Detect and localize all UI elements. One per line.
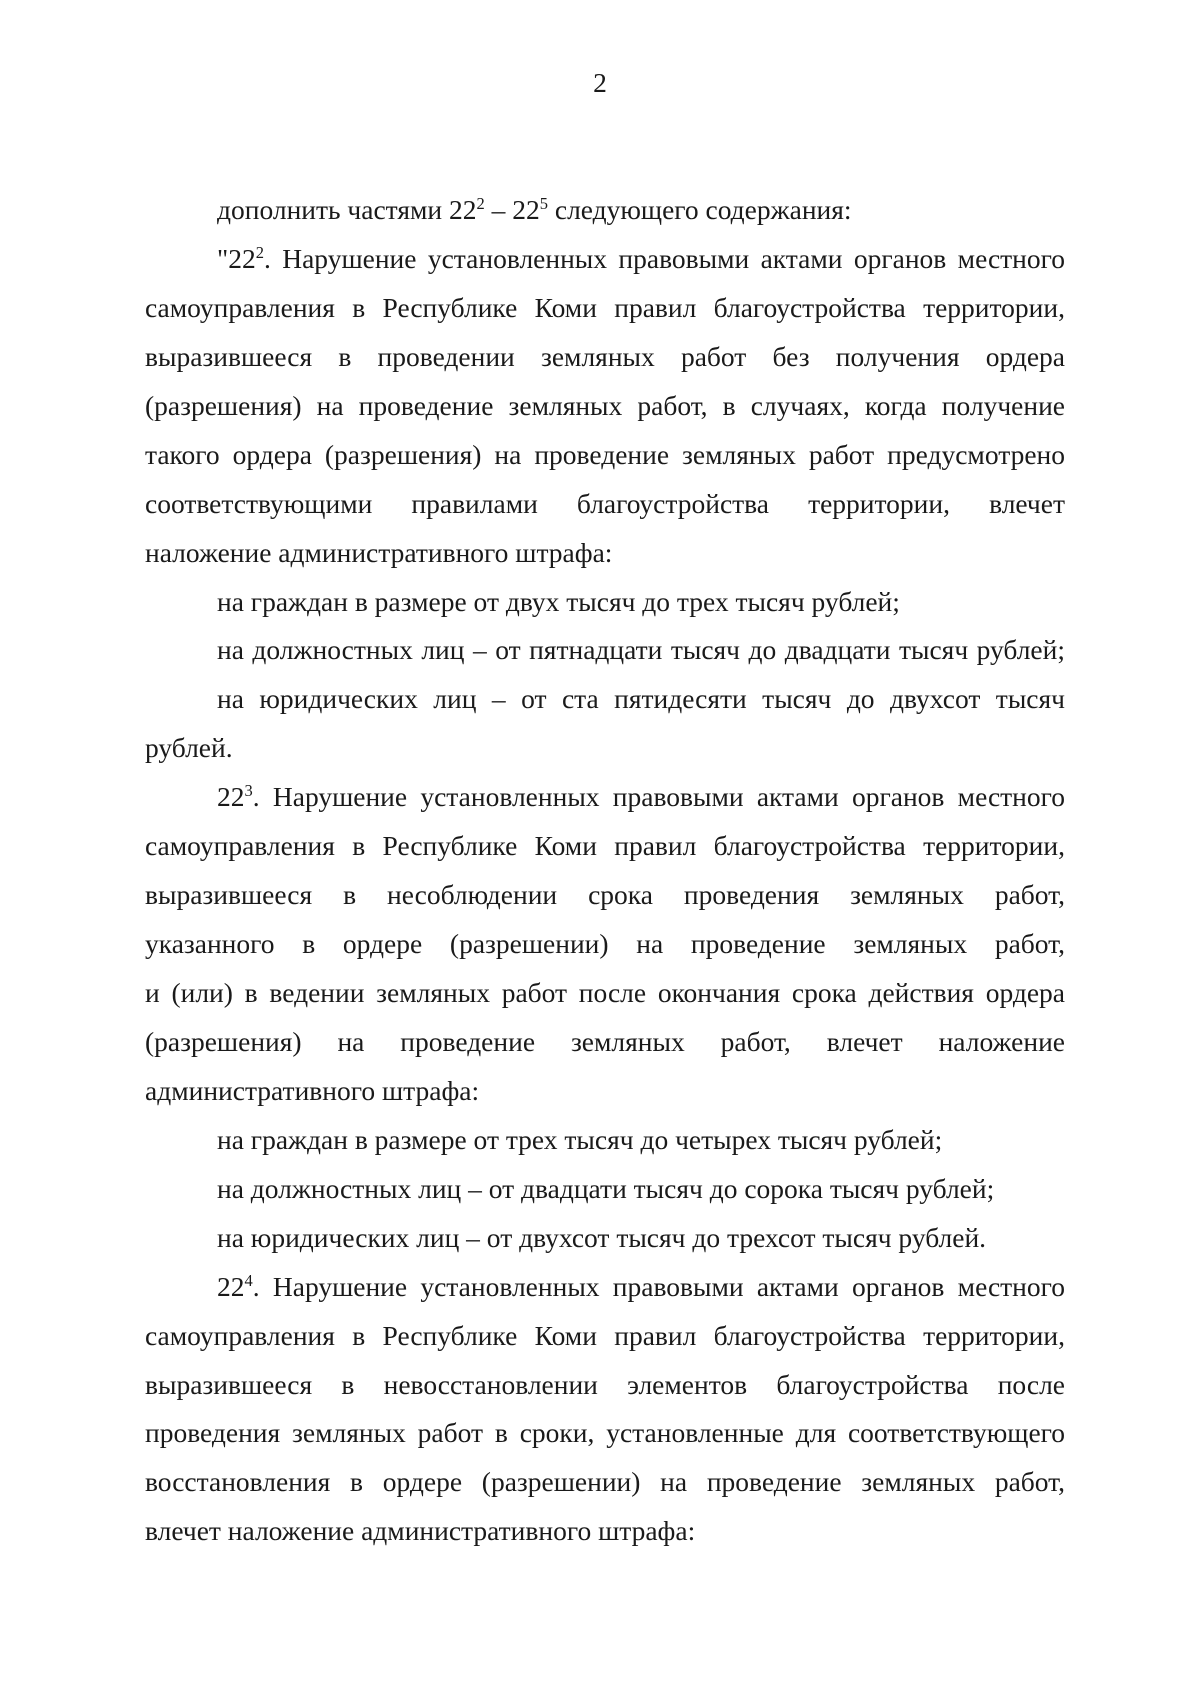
paragraph-22-3-heading: $22^3$. Нарушение установленных правовыми актами органов местного bbox=[217, 781, 1065, 813]
text-line: (разрешения) на проведение земляных работ, в случаях, когда получение bbox=[145, 389, 1065, 421]
fine-legal-entities: на юридических лиц – от ста пятидесяти тысяч до двухсот тысяч bbox=[217, 683, 1065, 715]
intro-line: дополнить частями $22^2 - 22^5$ следующего содержания: bbox=[217, 193, 852, 225]
text-line: восстановления в ордере (разрешении) на проведение земляных работ, bbox=[145, 1466, 1065, 1498]
fine-citizens: на граждан в размере от трех тысяч до четырех тысяч рублей; bbox=[217, 1123, 943, 1155]
text-line: выразившееся в проведении земляных работ без получения ордера bbox=[145, 340, 1065, 372]
text-line: соответствующими правилами благоустройства территории, влечет bbox=[145, 487, 1065, 519]
paragraph-22-4-heading: $22^4$. Нарушение установленных правовыми актами органов местного bbox=[217, 1270, 1065, 1302]
text-line: (разрешения) на проведение земляных работ, влечет наложение bbox=[145, 1025, 1065, 1057]
text-line: такого ордера (разрешения) на проведение земляных работ предусмотрено bbox=[145, 438, 1065, 470]
text-line: рублей. bbox=[145, 732, 233, 764]
fine-legal-entities: на юридических лиц – от двухсот тысяч до трехсот тысяч рублей. bbox=[217, 1221, 987, 1253]
text-line: указанного в ордере (разрешении) на проведение земляных работ, bbox=[145, 928, 1065, 960]
page-number: 2 bbox=[593, 67, 607, 98]
fine-officials: на должностных лиц – от двадцати тысяч до сорока тысяч рублей; bbox=[217, 1172, 995, 1204]
text-line: выразившееся в несоблюдении срока проведения земляных работ, bbox=[145, 879, 1065, 911]
text-line: самоуправления в Республике Коми правил благоустройства территории, bbox=[145, 830, 1065, 862]
fine-officials: на должностных лиц – от пятнадцати тысяч до двадцати тысяч рублей; bbox=[217, 634, 1065, 666]
text-line: выразившееся в невосстановлении элементов благоустройства после bbox=[145, 1368, 1065, 1400]
text-line: самоуправления в Республике Коми правил благоустройства территории, bbox=[145, 1319, 1065, 1351]
text-line: влечет наложение административного штрафа: bbox=[145, 1515, 696, 1547]
paragraph-22-2-heading: "$22^2$. Нарушение установленных правовыми актами органов местного bbox=[217, 242, 1065, 274]
text-line: самоуправления в Республике Коми правил благоустройства территории, bbox=[145, 291, 1065, 323]
text-line: проведения земляных работ в сроки, установленные для соответствующего bbox=[145, 1417, 1065, 1449]
text-line: и (или) в ведении земляных работ после окончания срока действия ордера bbox=[145, 977, 1065, 1008]
document-body bbox=[145, 186, 1065, 1556]
text-line: наложение административного штрафа: bbox=[145, 536, 613, 568]
fine-citizens: на граждан в размере от двух тысяч до трех тысяч рублей; bbox=[217, 585, 900, 617]
text-line: административного штрафа: bbox=[145, 1074, 480, 1106]
